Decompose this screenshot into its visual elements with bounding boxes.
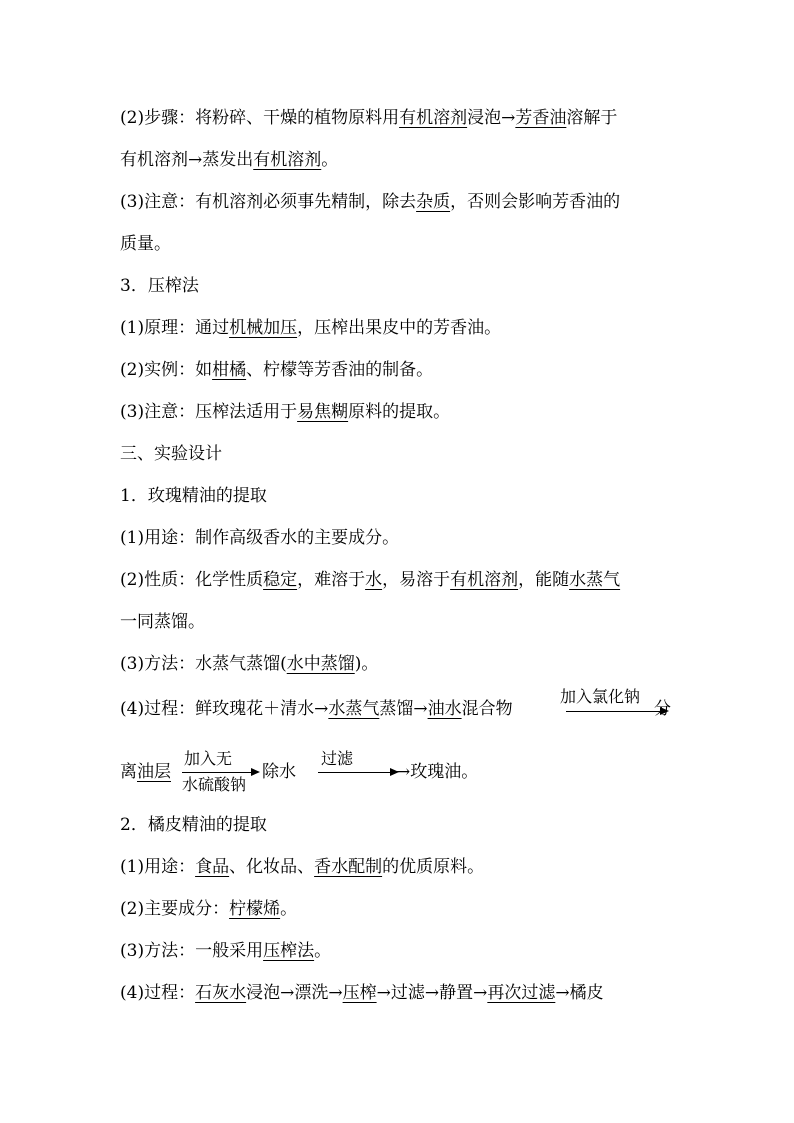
text-segment: ，难溶于 [297,570,366,590]
text-segment: 、化妆品、 [229,857,315,877]
text-line [120,190,620,214]
text-segment: →过滤→静置→ [376,983,488,1003]
text-segment: 混合物 [461,699,513,719]
line-14-tail: 分 [654,699,671,719]
text-segment: (1)用途： [120,857,196,877]
text-segment: (4)过程： [120,983,196,1003]
line-15-mid: 除水 [262,762,296,782]
text-line [120,760,171,784]
underlined-answer: 压榨 [342,983,377,1003]
underlined-answer: 油层 [137,762,171,782]
text-line [120,316,501,340]
text-segment: ，压榨出果皮中的芳香油。 [297,318,502,338]
text-segment: (2)实例：如 [120,360,213,380]
reaction-arrowhead-2 [251,768,260,776]
underlined-answer: 有机溶剂 [450,570,519,590]
text-segment: 、柠檬等芳香油的制备。 [246,360,434,380]
text-line [120,484,267,508]
text-segment: (3)注意：有机溶剂必须事先精制，除去 [120,192,417,212]
underlined-answer: 压榨法 [263,941,315,961]
underlined-answer: 杂质 [416,192,451,212]
text-segment: 。 [314,941,332,961]
text-segment: 一同蒸馏。 [120,612,205,632]
underlined-answer: 水中蒸馏 [286,654,355,674]
text-line [120,813,267,837]
text-segment: 浸泡→ [467,108,516,128]
underlined-answer: 再次过滤 [487,983,556,1003]
text-segment: 有机溶剂→蒸发出 [120,150,254,170]
text-line [120,526,399,550]
text-segment: (1)用途：制作高级香水的主要成分。 [120,528,400,548]
text-segment: 浸泡→漂洗→ [246,983,343,1003]
underlined-answer: 芳香油 [515,108,567,128]
underlined-answer: 柑橘 [212,360,247,380]
underlined-answer: 有机溶剂 [399,108,468,128]
text-segment: 离 [120,762,137,782]
text-segment: (4)过程：鲜玫瑰花＋清水→ [120,699,329,719]
text-segment: 蒸馏→ [379,699,428,719]
text-segment: 1．玫瑰精油的提取 [120,486,267,506]
text-line [120,358,433,382]
underlined-answer: 油水 [427,699,462,719]
text-segment: 3．压榨法 [120,276,199,296]
text-line [120,610,205,634]
underlined-answer: 水 [365,570,383,590]
text-segment: )。 [354,654,379,674]
text-segment: ，能随 [518,570,570,590]
text-line [120,697,513,721]
text-segment: 2．橘皮精油的提取 [120,815,267,835]
text-segment: (2)步骤：将粉碎、干燥的植物原料用 [120,108,400,128]
reaction-arrow-shaft-2 [182,772,254,773]
text-segment: (3)方法：水蒸气蒸馏( [120,654,287,674]
text-segment: →橘皮 [555,983,604,1003]
text-line [120,232,171,256]
arrow-label-add-na2so4-top: 加入无 [184,749,233,768]
underlined-answer: 有机溶剂 [253,150,322,170]
text-line [120,148,338,172]
text-segment: 质量。 [120,234,171,254]
text-segment: (3)注意：压榨法适用于 [120,402,298,422]
text-segment: 。 [321,150,339,170]
text-line [120,400,450,424]
arrow-label-filter: 过滤 [321,749,354,768]
text-line [120,106,617,130]
underlined-answer: 石灰水 [195,983,247,1003]
arrow-label-add-na2so4-bottom: 水硫酸钠 [182,775,247,794]
text-line [120,568,620,592]
reaction-arrow-shaft-3 [318,772,394,773]
text-line [120,274,199,298]
reaction-arrow-shaft [566,711,664,712]
text-line [120,855,484,879]
text-segment: 溶解于 [566,108,618,128]
text-line [120,652,378,676]
text-segment: 三、实验设计 [120,444,222,464]
text-segment: 的优质原料。 [382,857,485,877]
text-segment: (1)原理：通过 [120,318,230,338]
line-15-tail: →玫瑰油。 [396,762,479,782]
underlined-answer: 柠檬烯 [229,899,281,919]
underlined-answer: 食品 [195,857,230,877]
arrow-label-add-nacl: 加入氯化钠 [560,687,641,706]
underlined-answer: 香水配制 [314,857,383,877]
underlined-answer: 稳定 [263,570,298,590]
text-line [120,939,331,963]
text-segment: (2)性质：化学性质 [120,570,264,590]
text-segment: ，易溶于 [382,570,451,590]
text-segment: 原料的提取。 [348,402,451,422]
underlined-answer: 易焦糊 [297,402,349,422]
text-line [120,442,222,466]
text-line [120,981,604,1005]
underlined-answer: 机械加压 [229,318,298,338]
underlined-answer: 水蒸气 [328,699,380,719]
underlined-answer: 水蒸气 [569,570,621,590]
text-line [120,897,297,921]
text-segment: ，否则会影响芳香油的 [450,192,621,212]
text-segment: (3)方法：一般采用 [120,941,264,961]
text-segment: (2)主要成分： [120,899,230,919]
text-segment: 。 [280,899,298,919]
